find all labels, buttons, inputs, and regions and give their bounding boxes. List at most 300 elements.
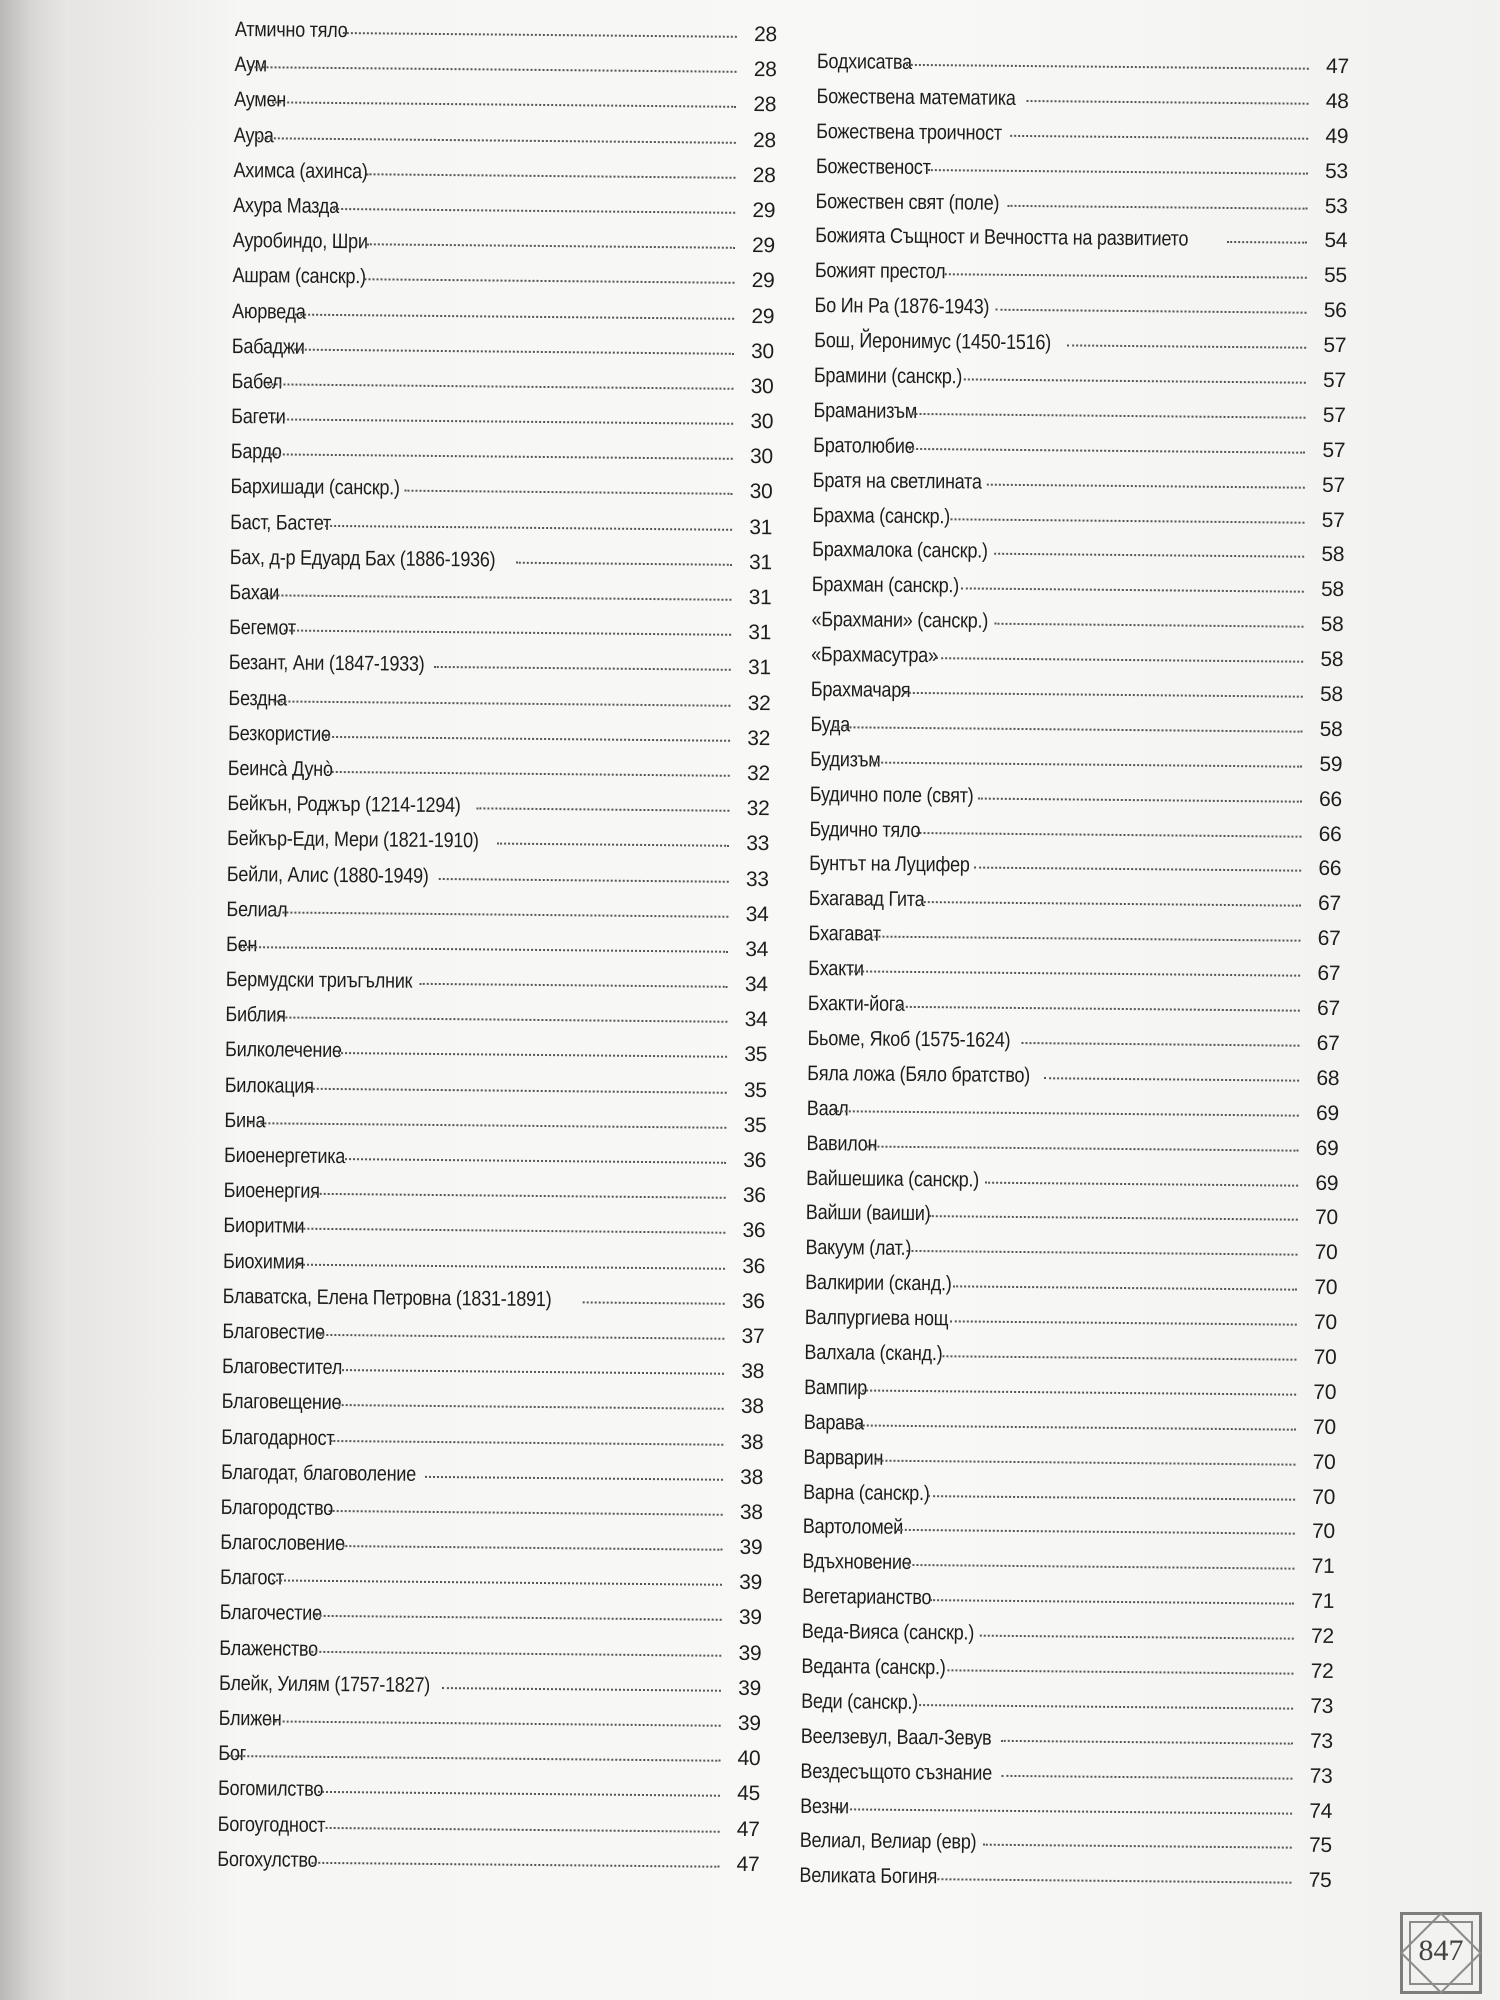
index-term: Благородство <box>220 1495 334 1520</box>
index-term: Аумен <box>234 88 287 112</box>
index-term: Бина <box>224 1108 266 1133</box>
index-term: Божественост <box>815 154 931 179</box>
dot-leader <box>1026 100 1308 105</box>
index-page-number: 34 <box>744 973 768 997</box>
index-term: Биохимия <box>222 1249 305 1274</box>
index-page-number: 70 <box>1311 1520 1335 1544</box>
index-page-number: 71 <box>1311 1590 1335 1614</box>
index-page-number: 47 <box>1325 54 1349 79</box>
index-entry <box>806 1201 1338 1241</box>
dot-leader <box>250 66 737 73</box>
index-page-number: 39 <box>738 1641 762 1665</box>
dot-leader <box>249 1122 726 1129</box>
dot-leader <box>365 279 735 285</box>
dot-leader <box>1227 241 1307 244</box>
index-entry <box>802 1550 1334 1590</box>
index-term: Бхакти <box>808 957 864 981</box>
dot-leader <box>909 448 1305 454</box>
dot-leader <box>272 418 733 424</box>
index-term: Братя на светлината <box>812 468 982 494</box>
index-page-number: 31 <box>748 621 772 645</box>
dot-leader <box>295 313 734 319</box>
index-entry <box>801 1725 1333 1765</box>
book-spine-shadow <box>0 0 70 2000</box>
dot-leader <box>320 1826 719 1832</box>
index-term: Вампир <box>804 1375 868 1400</box>
index-entry <box>220 1566 762 1606</box>
index-term: «Брахмасутра» <box>811 643 938 668</box>
dot-leader <box>311 1862 719 1868</box>
index-entry <box>804 1411 1336 1451</box>
dot-leader <box>268 383 734 389</box>
index-term: Богомилство <box>217 1777 324 1802</box>
index-term: Веданта (санскр.) <box>801 1654 946 1680</box>
index-entry <box>811 608 1343 648</box>
index-entry <box>809 818 1341 858</box>
index-term: Бах, д-р Едуард Бах (1886-1936) <box>229 545 496 572</box>
index-entry <box>809 852 1341 892</box>
index-entry <box>806 1166 1338 1206</box>
index-entry <box>807 1097 1339 1137</box>
index-term: Ахура Мазда <box>233 193 340 218</box>
dot-leader <box>867 1145 1299 1151</box>
index-entry <box>816 120 1348 160</box>
index-entry <box>224 1144 766 1184</box>
index-entry <box>222 1355 764 1395</box>
dot-leader <box>582 1301 724 1304</box>
index-term: Бардо <box>230 440 282 464</box>
dot-leader <box>258 137 736 144</box>
index-entry <box>808 922 1340 962</box>
dot-leader <box>943 1355 1297 1360</box>
index-term: Бунтът на Луцифер <box>809 852 970 877</box>
index-entry <box>802 1585 1334 1625</box>
index-entry <box>220 1531 762 1571</box>
dot-leader <box>945 274 1307 279</box>
dot-leader <box>834 726 1302 732</box>
index-page-number: 29 <box>751 269 775 293</box>
index-page-number: 57 <box>1321 473 1345 497</box>
dot-leader <box>1068 345 1307 349</box>
index-page-number: 38 <box>740 1430 764 1454</box>
dot-leader <box>338 1404 723 1410</box>
index-entry <box>802 1620 1334 1660</box>
index-page-number: 38 <box>741 1360 765 1384</box>
index-term: Билокация <box>224 1073 314 1098</box>
index-page-number: 36 <box>742 1254 766 1278</box>
index-page-number: 35 <box>743 1078 767 1102</box>
index-entry <box>813 434 1345 474</box>
index-page-number: 28 <box>753 22 777 47</box>
dot-leader <box>327 771 730 777</box>
index-page-number: 68 <box>1316 1066 1340 1090</box>
index-entry <box>800 1794 1332 1834</box>
index-entry <box>234 88 776 128</box>
index-entry <box>231 405 773 445</box>
index-page-number: 70 <box>1314 1241 1338 1265</box>
index-page-number: 38 <box>739 1500 763 1525</box>
index-term: Веда-Вияса (санскр.) <box>801 1620 975 1645</box>
index-entry <box>815 224 1347 264</box>
index-entry <box>227 862 769 902</box>
dot-leader <box>339 1369 724 1375</box>
index-page-number: 32 <box>747 726 771 750</box>
dot-leader <box>434 666 731 671</box>
dot-leader <box>953 1286 1297 1291</box>
index-entry <box>810 748 1342 788</box>
index-term: Бхагавад Гита <box>808 887 925 912</box>
dot-leader <box>938 1879 1292 1884</box>
index-entry <box>226 933 768 973</box>
index-term: Безант, Ани (1847-1933) <box>228 651 425 677</box>
index-page-number: 66 <box>1318 857 1342 881</box>
index-page-number: 66 <box>1318 787 1342 811</box>
index-term: Вдъхновение <box>802 1550 912 1575</box>
dot-leader <box>851 971 1300 977</box>
index-entry <box>220 1496 762 1536</box>
index-page-number: 30 <box>750 410 774 434</box>
index-entry <box>810 783 1342 823</box>
dot-leader <box>906 1250 1297 1256</box>
index-page-number: 39 <box>738 1676 762 1700</box>
dot-leader <box>1007 204 1307 209</box>
index-term: Вартоломей <box>802 1515 904 1540</box>
index-page-number: 35 <box>744 1043 768 1067</box>
index-term: Божият престол <box>814 259 946 284</box>
dot-leader <box>311 1650 721 1656</box>
index-entry <box>231 370 773 410</box>
index-term: Божията Същност и Вечността на развитието <box>815 224 1189 252</box>
index-page-number: 70 <box>1312 1415 1336 1439</box>
index-term: Бен <box>225 932 258 957</box>
index-page-number: 70 <box>1312 1485 1336 1509</box>
dot-leader <box>329 1510 723 1516</box>
index-page-number: 47 <box>736 1817 760 1841</box>
index-page-number: 28 <box>753 58 777 82</box>
index-page-number: 69 <box>1315 1136 1339 1160</box>
index-page-number: 56 <box>1323 299 1347 323</box>
dot-leader <box>420 983 728 988</box>
index-term: Варава <box>803 1410 865 1435</box>
index-term: Бхагават <box>808 922 881 946</box>
index-page-number: 30 <box>750 374 774 399</box>
index-term: Бяла ложа (Бяло братство) <box>807 1061 1031 1087</box>
dot-leader <box>905 64 1308 70</box>
index-page-number: 67 <box>1317 892 1341 916</box>
index-term: Будично тяло <box>809 817 921 842</box>
index-entry <box>813 469 1345 509</box>
dot-leader <box>313 1193 726 1199</box>
dot-leader <box>983 1844 1292 1849</box>
index-page-number: 32 <box>746 797 770 821</box>
index-page-number: 70 <box>1313 1345 1337 1369</box>
dot-leader <box>1010 135 1308 140</box>
index-page-number: 29 <box>751 304 775 328</box>
index-term: Блаженство <box>219 1636 318 1661</box>
index-page-number: 28 <box>753 93 777 117</box>
dot-leader <box>936 657 1303 663</box>
index-entry <box>224 1109 766 1149</box>
index-term: Валхала (сканд.) <box>804 1340 943 1366</box>
dot-leader <box>275 911 729 917</box>
index-term: Благодарност <box>221 1425 335 1450</box>
index-term: Вавилон <box>806 1131 878 1156</box>
index-page-number: 49 <box>1325 124 1349 148</box>
index-entry <box>806 1132 1338 1172</box>
index-page-number: 53 <box>1324 194 1348 218</box>
dot-leader <box>442 1687 721 1692</box>
index-page-number: 58 <box>1319 682 1343 707</box>
index-entry <box>800 1760 1332 1800</box>
index-page-number: 29 <box>751 234 775 258</box>
index-entry <box>217 1812 759 1852</box>
dot-leader <box>342 1158 726 1164</box>
index-page-number: 39 <box>739 1571 763 1595</box>
index-page-number: 30 <box>750 339 774 363</box>
index-term: Братолюбие <box>813 433 915 458</box>
index-term: Божествен свят (поле) <box>815 189 1000 215</box>
dot-leader <box>930 1599 1294 1604</box>
index-entry <box>227 792 769 832</box>
index-term: Великата Богиня <box>799 1864 938 1889</box>
dot-leader <box>476 807 729 811</box>
index-term: Веелзевул, Ваал-Зевув <box>800 1724 992 1750</box>
index-entry <box>227 827 769 867</box>
dot-leader <box>974 867 1301 872</box>
index-page-number: 37 <box>741 1324 765 1349</box>
dot-leader <box>295 1228 726 1234</box>
index-entry <box>229 616 771 656</box>
dot-leader <box>833 1110 1298 1116</box>
index-page-number: 74 <box>1309 1799 1333 1823</box>
dot-leader <box>855 1389 1296 1395</box>
index-term: Благословение <box>220 1530 345 1556</box>
book-page <box>70 0 1500 2000</box>
index-page-number: 73 <box>1310 1694 1334 1718</box>
index-page-number: 47 <box>736 1852 760 1876</box>
index-term: Буда <box>810 712 851 737</box>
dot-leader <box>367 243 735 249</box>
index-term: Богохулство <box>217 1847 318 1872</box>
index-page-number: 36 <box>743 1148 767 1173</box>
index-term: Велиал, Велиар (евр) <box>799 1829 977 1855</box>
index-page-number: 66 <box>1318 822 1342 846</box>
index-term: Брахмалока (санскр.) <box>812 538 988 564</box>
index-term: Варна (санскр.) <box>803 1480 930 1505</box>
index-term: Вегетарианство <box>802 1585 932 1610</box>
index-entry <box>229 581 771 621</box>
dot-leader <box>994 553 1304 558</box>
dot-leader <box>228 1755 720 1762</box>
index-entry <box>234 53 776 93</box>
index-page-number: 73 <box>1309 1764 1333 1788</box>
dot-leader <box>306 1087 727 1093</box>
index-entry <box>224 1179 766 1219</box>
index-term: Билколечение <box>224 1038 342 1063</box>
index-term: Бахаи <box>229 580 280 605</box>
index-term: Бьоме, Якоб (1575-1624) <box>807 1026 1011 1052</box>
dot-leader <box>905 692 1303 698</box>
index-term: Блейк, Уилям (1757-1827) <box>218 1671 431 1697</box>
index-term: Вайши (ваиши) <box>805 1201 931 1226</box>
index-page-number: 32 <box>747 691 771 715</box>
dot-leader <box>978 797 1302 802</box>
index-term: Браманизъм <box>813 398 918 423</box>
dot-leader <box>874 1459 1295 1465</box>
index-entry <box>815 259 1347 299</box>
dot-leader <box>325 736 730 742</box>
index-entry <box>226 898 768 938</box>
dot-leader <box>1001 1740 1293 1745</box>
index-page-number: 34 <box>745 937 769 962</box>
dot-leader <box>425 1476 723 1481</box>
index-page-number: 31 <box>748 550 772 574</box>
index-entry <box>804 1341 1336 1381</box>
dot-leader <box>272 1580 722 1586</box>
index-term: Варварин <box>803 1445 884 1470</box>
dot-leader <box>912 413 1306 419</box>
index-entry <box>815 190 1347 230</box>
index-term: Брамини (санскр.) <box>813 364 963 389</box>
index-entry <box>219 1672 761 1712</box>
dot-leader <box>916 832 1301 838</box>
index-term: Аюрведа <box>232 299 306 324</box>
dot-leader <box>1021 1042 1299 1047</box>
index-entry <box>218 1777 760 1817</box>
index-page-number: 38 <box>740 1465 764 1489</box>
index-page-number: 70 <box>1313 1380 1337 1404</box>
index-page-number: 40 <box>737 1747 761 1771</box>
index-entry <box>813 399 1345 439</box>
dot-leader <box>996 309 1307 314</box>
index-entry <box>805 1271 1337 1311</box>
dot-leader <box>907 1564 1294 1570</box>
dot-leader <box>964 378 1306 383</box>
dot-leader <box>497 843 729 847</box>
dot-leader <box>1001 1774 1292 1779</box>
index-term: Веди (санскр.) <box>801 1689 919 1714</box>
index-entry <box>801 1690 1333 1730</box>
index-term: Аум <box>234 53 267 77</box>
index-page-number: 48 <box>1325 89 1349 113</box>
dot-leader <box>334 208 736 214</box>
index-entry <box>231 440 773 480</box>
dot-leader <box>405 490 733 495</box>
dot-leader <box>367 173 736 179</box>
dot-leader <box>985 1181 1298 1186</box>
index-term: Биоритми <box>223 1214 305 1239</box>
index-term: Библия <box>225 1003 286 1027</box>
index-page-number: 54 <box>1324 229 1348 253</box>
index-term: Бейкър-Еди, Мери (1821-1910) <box>227 827 479 853</box>
index-page-number: 58 <box>1319 717 1343 741</box>
dot-leader <box>265 594 732 600</box>
index-page-number: 58 <box>1320 648 1344 672</box>
index-column-right <box>799 50 1349 1904</box>
index-entry <box>217 1848 759 1888</box>
index-term: Биоенергия <box>223 1179 320 1204</box>
index-entry <box>218 1707 760 1747</box>
index-entry <box>221 1390 763 1430</box>
index-page-number: 58 <box>1321 543 1345 567</box>
dot-leader <box>272 102 736 108</box>
index-entry <box>222 1320 764 1360</box>
index-page-number: 58 <box>1320 578 1344 602</box>
index-entry <box>225 1003 767 1043</box>
index-term: Бодхисатва <box>816 50 912 74</box>
index-page-number: 72 <box>1310 1659 1334 1684</box>
index-entry <box>230 475 772 515</box>
dot-leader <box>947 1669 1293 1674</box>
index-page-number: 67 <box>1316 1031 1340 1055</box>
index-term: Ближен <box>218 1706 282 1731</box>
index-entry <box>808 957 1340 997</box>
index-term: Брахма (санскр.) <box>812 503 951 528</box>
index-page-number: 33 <box>746 832 770 856</box>
index-term: Вакуум (лат.) <box>805 1236 912 1261</box>
index-entry <box>799 1864 1331 1904</box>
index-page-number: 57 <box>1322 368 1346 393</box>
index-term: Бо Ин Ра (1876-1943) <box>814 294 990 319</box>
dot-leader <box>927 169 1307 175</box>
index-page-number: 55 <box>1323 264 1347 288</box>
index-entry <box>230 511 772 551</box>
index-term: Ахимса (ахинса) <box>233 158 368 184</box>
index-term: Бермудски триъгълник <box>225 968 413 993</box>
index-entry <box>221 1425 763 1465</box>
index-term: Бегемот <box>229 616 296 640</box>
index-entry <box>235 18 777 58</box>
dot-leader <box>294 348 734 354</box>
index-entry <box>234 124 776 164</box>
index-page-number: 28 <box>752 128 776 152</box>
index-page-number: 36 <box>742 1219 766 1243</box>
index-entry <box>809 887 1341 927</box>
dot-leader <box>950 518 1304 523</box>
dot-leader <box>980 1635 1294 1640</box>
index-term: Баст, Бастет <box>230 510 332 535</box>
index-entry <box>228 722 770 762</box>
index-page-number: 32 <box>746 761 770 786</box>
index-term: Брахман (санскр.) <box>811 573 960 598</box>
index-entry <box>233 229 775 269</box>
index-page-number: 31 <box>749 515 773 539</box>
index-term: Бош, Йеронимус (1450-1516) <box>814 329 1052 355</box>
index-entry <box>805 1306 1337 1346</box>
index-term: Бейкън, Роджър (1214-1294) <box>227 792 461 818</box>
index-page-number: 69 <box>1315 1171 1339 1195</box>
index-term: Божествена троичност <box>816 119 1002 145</box>
index-entry <box>816 155 1348 195</box>
index-entry <box>811 643 1343 683</box>
dot-leader <box>898 1006 1299 1012</box>
index-term: Бог <box>218 1742 247 1766</box>
dot-leader <box>343 32 737 38</box>
page-number: 847 <box>1418 1934 1464 1967</box>
index-term: Ауробиндо, Шри <box>232 229 368 254</box>
dot-leader <box>995 623 1304 628</box>
index-entry <box>228 757 770 797</box>
index-term: Валкирии (сканд.) <box>805 1271 952 1296</box>
index-page-number: 69 <box>1315 1101 1339 1125</box>
index-entry <box>232 264 774 304</box>
index-page-number: 57 <box>1322 438 1346 462</box>
dot-leader <box>274 700 731 706</box>
index-page-number: 53 <box>1324 159 1348 183</box>
dot-leader <box>921 901 1301 907</box>
index-term: Везни <box>800 1794 850 1818</box>
index-entry <box>808 992 1340 1032</box>
